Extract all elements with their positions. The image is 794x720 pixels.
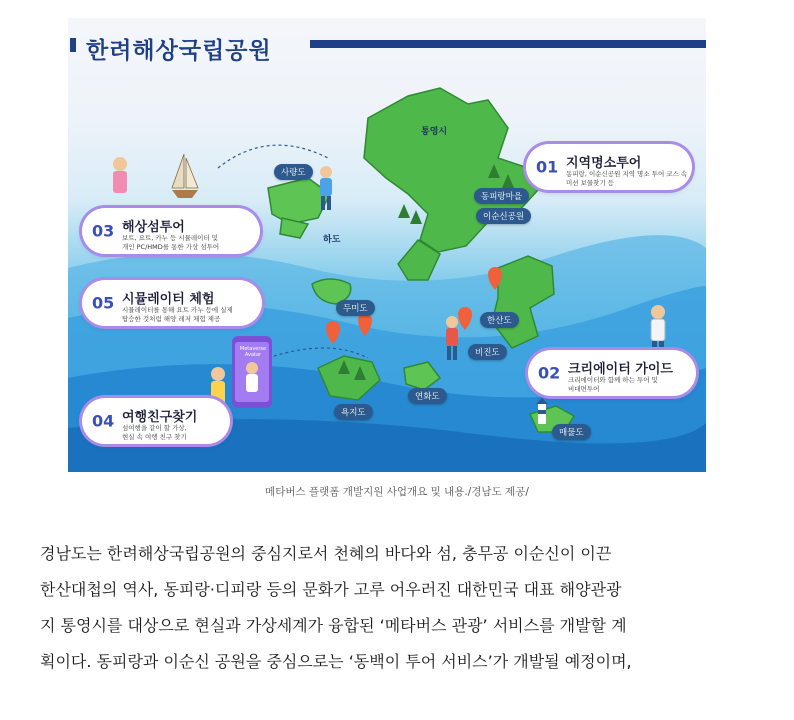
infographic-figure [68, 18, 706, 472]
sailboat-icon [172, 154, 198, 198]
card-01 [526, 144, 692, 190]
card-desc-line: 미션 보물찾기 등 [566, 179, 615, 187]
card-02 [528, 350, 696, 396]
place-label-yeonhwado: 연화도 [408, 388, 447, 404]
card-desc-line: 시뮬레이터를 통해 요트 카누 등에 실제 [122, 306, 233, 314]
article-line: 획이다. 동피랑과 이순신 공원을 중심으로는 ‘동백이 투어 서비스’가 개발될 예정이며, [40, 652, 632, 671]
card-description [122, 424, 187, 442]
figure-caption: 메타버스 플랫폼 개발지원 사업개요 및 내용./경남도 제공/ [265, 486, 529, 498]
card-description [568, 376, 658, 394]
place-label-hansando: 한산도 [480, 312, 519, 328]
tongyeong-land [364, 88, 538, 252]
card-title: 크리에이터 가이드 [568, 362, 673, 377]
title-marker [70, 38, 76, 52]
card-title: 해상섬투어 [122, 220, 185, 235]
route-line [218, 145, 328, 168]
title-rule [310, 40, 706, 48]
place-label-yokjido: 욕지도 [334, 404, 373, 420]
place-label-hado: 하도 [323, 235, 341, 245]
card-desc-line: 보트, 요트, 카누 등 시뮬레이터 및 [122, 234, 219, 242]
place-label-bijindo: 비진도 [468, 344, 507, 360]
card-title: 지역명소투어 [566, 156, 642, 171]
article-body [40, 536, 756, 680]
card-number: 01 [536, 157, 559, 177]
article-line: 지 통영시를 대상으로 현실과 가상세계가 융합된 ‘메타버스 관광’ 서비스를 개발할 계 [40, 616, 627, 635]
card-number: 03 [92, 221, 115, 241]
card-04 [82, 398, 230, 444]
card-number: 04 [92, 411, 115, 431]
place-label-dongpirang: 동피랑마을 [474, 188, 529, 204]
card-number: 02 [538, 363, 561, 383]
article-line: 한산대첩의 역사, 동피랑·디피랑 등의 문화가 고루 어우러진 대한민국 대표 해양관광 [40, 580, 622, 599]
person-figure [113, 157, 127, 193]
figure-header [68, 18, 706, 78]
place-label-dumido: 두미도 [336, 300, 375, 316]
place-label-saryangdo: 사량도 [274, 164, 313, 180]
card-desc-line: 개인 PC/HMD를 통한 가상 섬투어 [122, 243, 220, 251]
card-desc-line: 비대면투어 [568, 385, 600, 393]
phone-caption: Metaverse Avatar [239, 346, 267, 358]
place-label-maemuldo: 매물도 [552, 424, 591, 440]
article-line: 경남도는 한려해상국립공원의 중심지로서 천혜의 바다와 섬, 충무공 이순신이 이끈 [40, 544, 612, 563]
card-description [122, 234, 219, 252]
card-description [566, 170, 687, 188]
card-05 [82, 280, 262, 326]
card-desc-line: 동피랑, 이순신공원 지역 명소 투어 코스 속 [566, 170, 688, 178]
figure-title: 한려해상국립공원 [86, 38, 272, 64]
card-title: 여행친구찾기 [122, 410, 198, 425]
place-label-yisunsin: 이순신공원 [476, 208, 531, 224]
card-desc-line: 탑승한 것처럼 해양 레저 체험 제공 [122, 315, 221, 323]
place-label-tongyeong: 통영시 [421, 127, 448, 137]
card-desc-line: 크리에이터와 함께 하는 투어 및 [568, 376, 658, 384]
card-description [122, 306, 233, 324]
card-title: 시뮬레이터 체험 [122, 292, 215, 307]
card-03 [82, 208, 260, 254]
card-desc-line: 섬여행을 같이 할 가상, [122, 424, 187, 432]
card-desc-line: 현실 속 여행 친구 찾기 [122, 433, 187, 441]
card-number: 05 [92, 293, 115, 313]
